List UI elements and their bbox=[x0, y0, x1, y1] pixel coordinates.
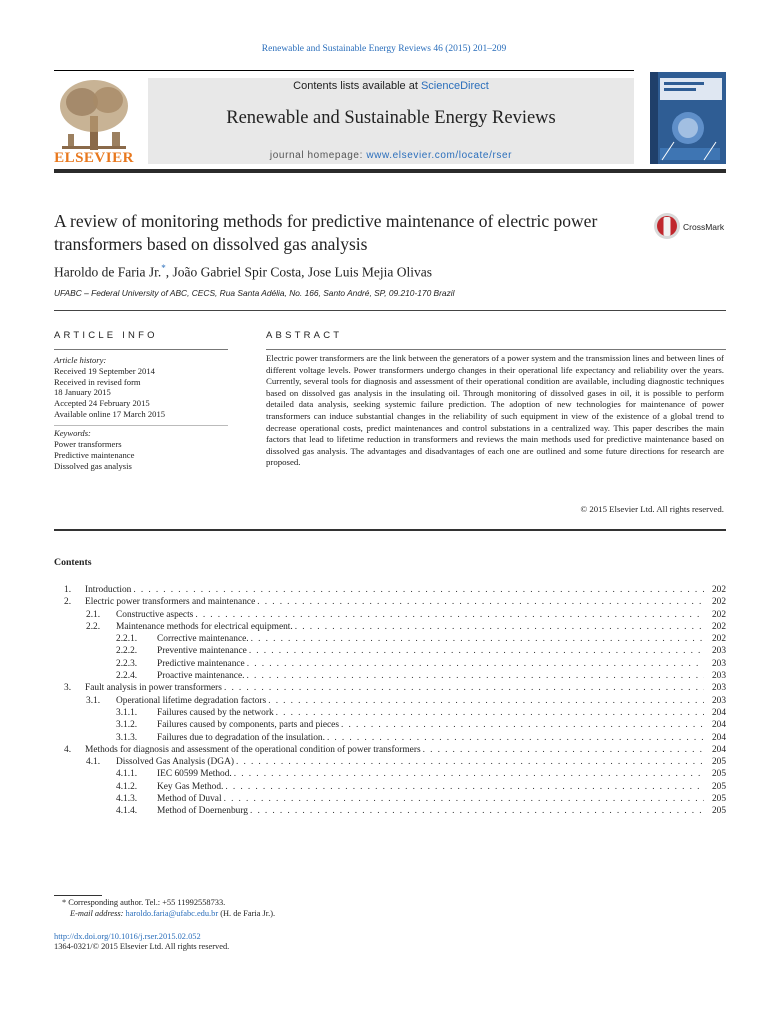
contents-heading: Contents bbox=[54, 557, 92, 568]
toc-number: 3.1.2. bbox=[116, 720, 138, 731]
toc-leader-dots bbox=[341, 719, 704, 731]
toc-row[interactable] bbox=[54, 719, 726, 731]
toc-leader-dots bbox=[246, 670, 704, 682]
toc-page-number: 204 bbox=[711, 744, 726, 755]
article-title: A review of monitoring methods for predictive maintenance of electric power transformers based on dissolved gas analysis bbox=[54, 211, 598, 254]
keyword: Predictive maintenance bbox=[54, 450, 135, 460]
toc-leader-dots bbox=[268, 695, 704, 707]
toc-number: 4.1. bbox=[86, 757, 101, 768]
toc-label: Predictive maintenance bbox=[157, 658, 245, 669]
author-first: Haroldo de Faria Jr. bbox=[54, 264, 162, 280]
toc-label: Operational lifetime degradation factors bbox=[116, 695, 267, 706]
affiliation: UFABC – Federal University of ABC, CECS, Rua Santa Adélia, No. 166, Santo André, SP, 09.210-170 Brazil bbox=[54, 288, 455, 298]
front-matter-bottom-rule bbox=[54, 529, 726, 531]
toc-leader-dots bbox=[195, 609, 704, 621]
header-bottom-rule bbox=[54, 169, 726, 173]
toc-number: 2. bbox=[64, 597, 72, 608]
toc-row[interactable] bbox=[54, 756, 726, 768]
email-link[interactable]: haroldo.faria@ufabc.edu.br bbox=[125, 909, 219, 918]
toc-label: Method of Duval bbox=[157, 794, 222, 805]
abstract-heading: ABSTRACT bbox=[266, 330, 343, 341]
toc-row[interactable] bbox=[54, 744, 726, 756]
toc-row[interactable] bbox=[54, 707, 726, 719]
corresponding-author-note: * Corresponding author. Tel.: +55 11992558733. bbox=[62, 898, 226, 907]
history-item: 18 January 2015 bbox=[54, 387, 111, 398]
article-info-heading: ARTICLE INFO bbox=[54, 330, 158, 341]
toc-row[interactable] bbox=[54, 682, 726, 694]
abstract-rule bbox=[266, 349, 726, 350]
footnote-rule bbox=[54, 895, 102, 896]
toc-number: 3.1.1. bbox=[116, 707, 138, 718]
toc-page-number: 202 bbox=[711, 597, 726, 608]
toc-number: 2.2.4. bbox=[116, 671, 138, 682]
abstract-copyright: © 2015 Elsevier Ltd. All rights reserved. bbox=[580, 504, 724, 514]
toc-row[interactable] bbox=[54, 805, 726, 817]
keywords-label: Keywords: bbox=[54, 428, 91, 438]
toc-label: Preventive maintenance bbox=[157, 646, 247, 657]
toc-leader-dots bbox=[224, 682, 704, 694]
toc-page-number: 204 bbox=[711, 720, 726, 731]
sciencedirect-link[interactable]: ScienceDirect bbox=[420, 80, 489, 92]
toc-row[interactable] bbox=[54, 609, 726, 621]
toc-number: 2.2. bbox=[86, 621, 101, 632]
corresponding-author-mark[interactable]: * bbox=[161, 263, 166, 273]
toc-page-number: 203 bbox=[711, 671, 726, 682]
toc-number: 4.1.4. bbox=[116, 806, 138, 817]
keyword: Dissolved gas analysis bbox=[54, 461, 132, 471]
toc-label: Constructive aspects bbox=[116, 609, 194, 620]
toc-number: 2.2.2. bbox=[116, 646, 138, 657]
toc-label: Failures caused by components, parts and pieces bbox=[157, 720, 339, 731]
title-divider bbox=[54, 310, 726, 311]
crossmark-label: CrossMark bbox=[683, 222, 725, 232]
toc-page-number: 205 bbox=[711, 769, 726, 780]
toc-row[interactable] bbox=[54, 670, 726, 682]
doi-link[interactable]: http://dx.doi.org/10.1016/j.rser.2015.02.052 bbox=[54, 932, 201, 941]
toc-page-number: 202 bbox=[711, 585, 726, 595]
journal-title: Renewable and Sustainable Energy Reviews bbox=[226, 108, 556, 128]
article-info-rule bbox=[54, 349, 228, 350]
email-suffix: (H. de Faria Jr.). bbox=[218, 909, 276, 918]
history-item: Received 19 September 2014 bbox=[54, 365, 155, 376]
toc-label: IEC 60599 Method. bbox=[157, 769, 232, 780]
toc-label: Dissolved Gas Analysis (DGA) bbox=[116, 757, 234, 768]
toc-label: Failures due to degradation of the insulation. bbox=[157, 732, 325, 743]
toc-page-number: 203 bbox=[711, 683, 726, 694]
toc-page-number: 205 bbox=[711, 806, 726, 817]
toc-label: Failures caused by the network bbox=[157, 707, 274, 718]
toc-label: Method of Doernenburg bbox=[157, 806, 248, 817]
toc-number: 3.1.3. bbox=[116, 732, 138, 743]
toc-label: Methods for diagnosis and assessment of the operational condition of power transformers bbox=[85, 744, 421, 755]
journal-homepage-line bbox=[148, 150, 634, 161]
toc-label: Maintenance methods for electrical equipment. bbox=[116, 621, 293, 632]
toc-number: 2.2.3. bbox=[116, 658, 138, 669]
toc-leader-dots bbox=[236, 756, 704, 768]
history-item: Available online 17 March 2015 bbox=[54, 408, 166, 419]
toc-row[interactable] bbox=[54, 793, 726, 805]
keyword: Power transformers bbox=[54, 439, 122, 449]
toc-row[interactable] bbox=[54, 633, 726, 645]
toc-number: 4.1.3. bbox=[116, 794, 138, 805]
toc-page-number: 202 bbox=[711, 634, 726, 645]
toc-label: Key Gas Method. bbox=[157, 781, 224, 792]
toc-leader-dots bbox=[133, 584, 704, 596]
toc-leader-dots bbox=[257, 596, 704, 608]
toc-row[interactable] bbox=[54, 732, 726, 744]
history-item: Accepted 24 February 2015 bbox=[54, 398, 150, 409]
author-list bbox=[54, 263, 674, 281]
article-history bbox=[54, 355, 234, 420]
toc-leader-dots bbox=[251, 633, 704, 645]
toc-row[interactable] bbox=[54, 658, 726, 670]
toc-row[interactable] bbox=[54, 621, 726, 633]
email-label: E-mail address: bbox=[70, 909, 126, 918]
crossmark-icon bbox=[652, 211, 732, 243]
toc-page-number: 203 bbox=[711, 695, 726, 706]
toc-leader-dots bbox=[327, 732, 704, 744]
toc-label: Electric power transformers and maintenance bbox=[85, 597, 256, 608]
toc-number: 3. bbox=[64, 683, 72, 694]
toc-row[interactable] bbox=[54, 695, 726, 707]
toc-row[interactable] bbox=[54, 768, 726, 780]
toc-page-number: 205 bbox=[711, 794, 726, 805]
table-of-contents bbox=[54, 584, 726, 818]
journal-homepage-link[interactable]: www.elsevier.com/locate/rser bbox=[366, 150, 513, 161]
toc-label: Corrective maintenance. bbox=[157, 634, 249, 645]
toc-number: 4.1.1. bbox=[116, 769, 138, 780]
toc-row[interactable] bbox=[54, 596, 726, 608]
toc-number: 3.1. bbox=[86, 695, 101, 706]
journal-cover-image-icon bbox=[650, 72, 726, 164]
header-top-rule bbox=[54, 70, 634, 71]
abstract-text: Electric power transformers are the link between the generators of a power system and the transmission lines and between lines of different voltage levels. Power transformers undergo changes in their operational life expectancy and reliability over the years. Currently, several tools for diagnosis and assessment of their operational condition are available, including diagnostic techniques based on dissolved gas analysis in the insulating oil. Through monitoring of dissolved gases in oil, it is possible to perform detailed data analysis, seeking systemic failure prediction. The adoption of new technologies for maintenance of power transformers can induce substantial changes in the reliability of such equipment in view of the existence of a global trend to decrease operational costs, predict maintenances and control substations in a centralized way. This paper describes the main factors that lead to lifetime reduction in transformers and reviews the main methods used for predictive maintenance based on dissolved gas analysis. The advantages and disadvantages of each one are outlined and some future directions for research are proposed. bbox=[266, 353, 724, 468]
toc-leader-dots bbox=[423, 744, 704, 756]
toc-row[interactable] bbox=[54, 781, 726, 793]
author-others: , João Gabriel Spir Costa, Jose Luis Mejia Olivas bbox=[165, 264, 432, 280]
toc-number: 4. bbox=[64, 744, 72, 755]
toc-page-number: 202 bbox=[711, 609, 726, 620]
toc-label: Proactive maintenance. bbox=[157, 671, 245, 682]
history-item: Received in revised form bbox=[54, 376, 141, 387]
toc-page-number: 204 bbox=[711, 707, 726, 718]
toc-leader-dots bbox=[250, 805, 704, 817]
toc-leader-dots bbox=[247, 658, 704, 670]
contents-available-line bbox=[148, 80, 634, 92]
keywords-rule bbox=[54, 425, 228, 426]
toc-label: Introduction bbox=[85, 585, 132, 595]
email-note bbox=[70, 909, 275, 918]
toc-leader-dots bbox=[295, 621, 704, 633]
toc-page-number: 205 bbox=[711, 757, 726, 768]
elsevier-wordmark: ELSEVIER bbox=[54, 150, 134, 166]
toc-page-number: 205 bbox=[711, 781, 726, 792]
toc-leader-dots bbox=[224, 793, 704, 805]
keywords bbox=[54, 428, 234, 472]
toc-leader-dots bbox=[276, 707, 704, 719]
toc-number: 2.2.1. bbox=[116, 634, 138, 645]
toc-page-number: 204 bbox=[711, 732, 726, 743]
toc-leader-dots bbox=[225, 781, 704, 793]
toc-number: 1. bbox=[64, 585, 72, 595]
toc-row[interactable] bbox=[54, 645, 726, 657]
toc-leader-dots bbox=[234, 768, 704, 780]
toc-row[interactable] bbox=[54, 584, 726, 596]
homepage-prefix: journal homepage: bbox=[269, 150, 367, 161]
crossmark-button[interactable] bbox=[652, 211, 732, 243]
history-label: Article history: bbox=[54, 355, 107, 365]
toc-number: 2.1. bbox=[86, 609, 101, 620]
journal-citation-link[interactable]: Renewable and Sustainable Energy Reviews 46 (2015) 201–209 bbox=[261, 44, 507, 54]
contents-prefix: Contents lists available at bbox=[293, 80, 421, 92]
issn-line: 1364-0321/© 2015 Elsevier Ltd. All rights reserved. bbox=[54, 942, 230, 951]
toc-page-number: 203 bbox=[711, 646, 726, 657]
toc-number: 4.1.2. bbox=[116, 781, 138, 792]
toc-page-number: 202 bbox=[711, 621, 726, 632]
toc-label: Fault analysis in power transformers bbox=[85, 683, 222, 694]
toc-page-number: 203 bbox=[711, 658, 726, 669]
toc-leader-dots bbox=[249, 645, 704, 657]
